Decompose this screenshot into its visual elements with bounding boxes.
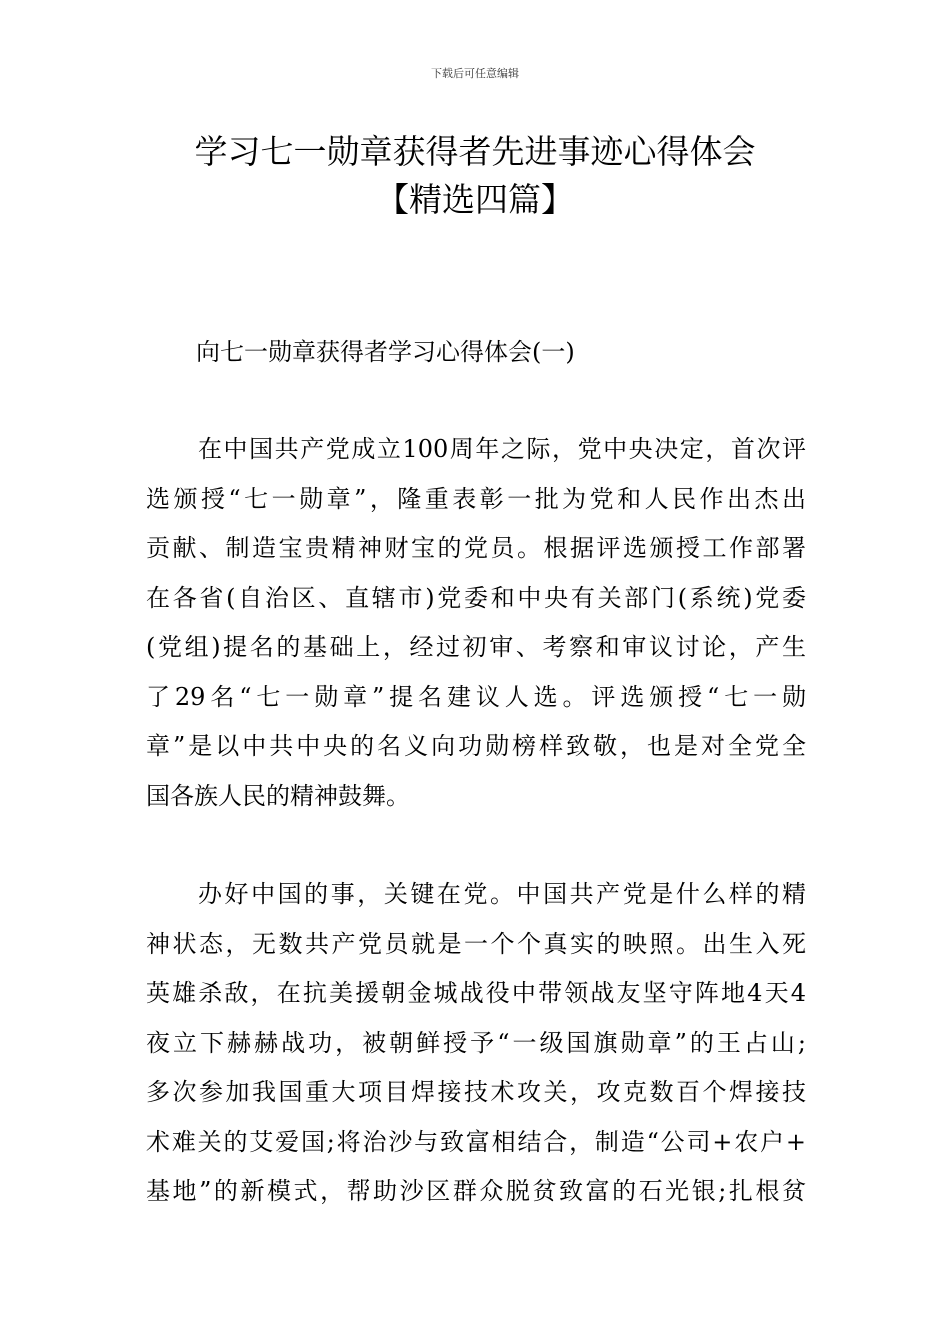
paragraph-line: 神状态，无数共产党员就是一个个真实的映照。出生入死 (146, 929, 806, 958)
paragraph-line: 办好中国的事，关键在党。中国共产党是什么样的精 (198, 880, 806, 908)
paragraph-2 (146, 870, 806, 1217)
paragraph-line: 了29名“七一勋章”提名建议人选。评选颁授“七一勋 (146, 682, 806, 711)
document-title (0, 128, 950, 224)
paragraph-line: 基地”的新模式，帮助沙区群众脱贫致富的石光银;扎根贫 (146, 1177, 806, 1205)
paragraph-line: 夜立下赫赫战功，被朝鲜授予“一级国旗勋章”的王占山; (146, 1028, 806, 1057)
title-line-1: 学习七一勋章获得者先进事迹心得体会 (194, 132, 756, 171)
title-line-2: 【精选四篇】 (376, 180, 574, 219)
paragraph-line: 章”是以中共中央的名义向功勋榜样致敬，也是对全党全 (146, 732, 806, 760)
paragraph-1 (146, 425, 806, 821)
paragraph-line: 在中国共产党成立100周年之际，党中央决定，首次评 (198, 435, 806, 463)
paragraph-line: 在各省(自治区、直辖市)党委和中央有关部门(系统)党委 (146, 583, 806, 612)
section-heading: 向七一勋章获得者学习心得体会(一) (196, 338, 575, 366)
paragraph-line: 国各族人民的精神鼓舞。 (146, 781, 410, 810)
paragraph-line: (党组)提名的基础上，经过初审、考察和审议讨论，产生 (146, 633, 806, 661)
paragraph-line: 英雄杀敌，在抗美援朝金城战役中带领战友坚守阵地4天4 (146, 979, 806, 1007)
paragraph-line: 术难关的艾爱国;将治沙与致富相结合，制造“公司+农户+ (146, 1127, 806, 1156)
paragraph-line: 多次参加我国重大项目焊接技术攻关，攻克数百个焊接技 (146, 1078, 806, 1106)
header-note: 下载后可任意编辑 (431, 67, 519, 80)
paragraph-line: 选颁授“七一勋章”，隆重表彰一批为党和人民作出杰出 (146, 484, 806, 513)
paragraph-line: 贡献、制造宝贵精神财宝的党员。根据评选颁授工作部署 (146, 534, 806, 562)
